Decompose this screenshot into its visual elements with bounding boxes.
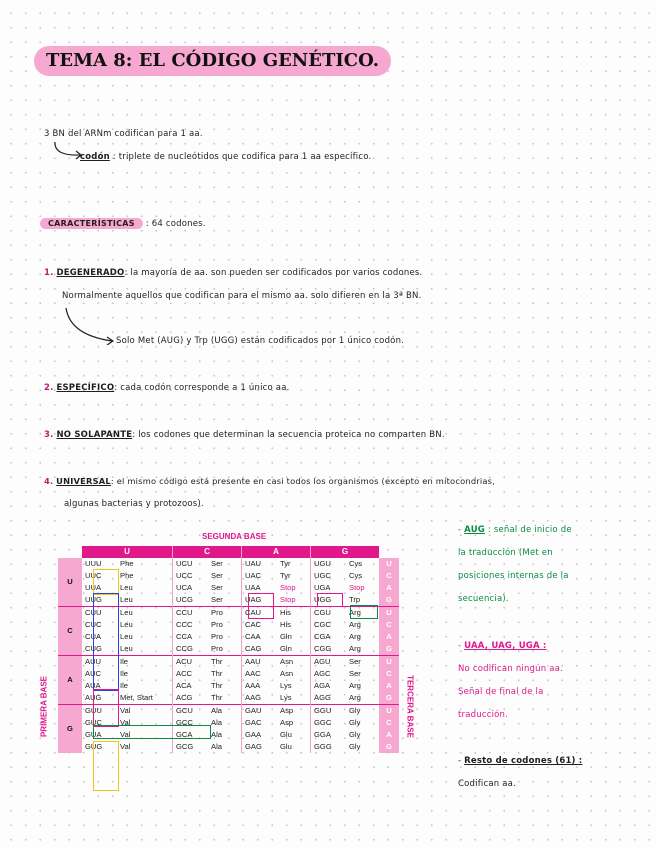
amino-acid-cell: Asn <box>277 656 311 669</box>
codon-cell: UAG <box>242 594 278 607</box>
aug-note <box>458 519 572 611</box>
item-term: DEGENERADO <box>56 268 125 278</box>
amino-acid-cell: Ile <box>120 669 129 678</box>
item-especifico <box>44 383 290 393</box>
amino-acid-cell: Thr <box>211 681 223 690</box>
amino-acid-cell: Arg <box>346 607 379 620</box>
second-base-g: G <box>311 546 380 558</box>
codon-cell: CAU <box>242 607 278 620</box>
codon-cell: CCC <box>173 619 209 631</box>
codon-cell: CGU <box>311 607 347 620</box>
codon-cell: AUU <box>82 656 117 669</box>
table-row <box>58 594 399 607</box>
codon-grid <box>58 546 399 753</box>
amino-acid-cell: Gly <box>346 705 379 718</box>
item-degenerado-line3: Solo Met (AUG) y Trp (UGG) están codificados por 1 único codón. <box>116 336 405 346</box>
codon-cell: AGA <box>311 680 347 692</box>
codon-cell: CUG <box>85 644 102 653</box>
table-row <box>58 570 399 582</box>
codon-cell: CGG <box>311 643 347 656</box>
table-row <box>58 692 399 705</box>
codon-cell: GGU <box>311 705 347 718</box>
third-base-cell: U <box>379 656 399 669</box>
codon-cell: GCA <box>173 729 209 741</box>
amino-acid-cell: Trp <box>349 595 361 604</box>
table-row <box>58 705 399 718</box>
amino-acid-cell: Ser <box>211 583 223 592</box>
amino-acid-cell: Ser <box>211 595 223 604</box>
codon-cell: CUA <box>85 632 102 641</box>
item-term: UNIVERSAL <box>56 476 111 486</box>
rest-note-line: - Resto de codones (61) : <box>458 756 583 766</box>
amino-acid-cell: Arg <box>349 632 361 641</box>
item-number: 3. <box>44 430 54 440</box>
amino-acid-cell: Arg <box>349 693 361 702</box>
amino-acid-cell: Leu <box>120 644 133 653</box>
amino-acid-cell: Met, Start <box>120 693 153 702</box>
codon-cell: GGC <box>311 717 347 729</box>
stop-note-line: Señal de final de la <box>458 687 544 697</box>
rest-note-line: Codifican aa. <box>458 779 516 789</box>
third-base-cell: C <box>379 717 399 729</box>
table-row <box>58 607 399 620</box>
table-row <box>58 668 399 680</box>
amino-acid-cell: Ala <box>208 705 242 718</box>
amino-acid-cell: Ala <box>211 742 222 751</box>
characteristics-sep: : <box>145 219 149 229</box>
item-term: NO SOLAPANTE <box>56 430 133 440</box>
third-base-cell: C <box>379 668 399 680</box>
table-row <box>58 656 399 669</box>
amino-acid-cell: Stop <box>280 595 296 604</box>
amino-acid-cell: Cys <box>349 571 363 580</box>
codon-cell: AUG <box>85 693 102 702</box>
amino-acid-cell: Leu <box>117 607 173 620</box>
item-text: : el mismo código está presente en casi todos los organismos (excepto en mitocondrias, <box>110 476 496 486</box>
stop-note-line: - UAA, UAG, UGA : <box>458 641 547 651</box>
amino-acid-cell: Tyr <box>280 559 291 568</box>
third-base-cell: G <box>379 643 399 656</box>
amino-acid-cell: Thr <box>211 669 223 678</box>
amino-acid-cell: Leu <box>120 595 133 604</box>
stop-note-line: traducción. <box>458 710 509 720</box>
codon-cell: UGC <box>311 570 347 582</box>
table-row <box>58 717 399 729</box>
amino-acid-cell: Glu <box>280 730 292 739</box>
codon-cell: GGG <box>311 741 347 753</box>
item-degenerado <box>44 268 422 278</box>
codon-cell: CGC <box>311 619 347 631</box>
codon-cell: GCU <box>173 705 209 718</box>
amino-acid-cell: Tyr <box>280 571 291 580</box>
codon-cell: UGA <box>311 582 347 594</box>
amino-acid-cell: Val <box>120 742 131 751</box>
amino-acid-cell: Arg <box>349 644 361 653</box>
third-base-cell: G <box>379 741 399 753</box>
codon-cell: UGU <box>311 558 347 570</box>
item-term: ESPECÍFICO <box>56 383 115 393</box>
codon-cell: ACG <box>173 692 209 705</box>
amino-acid-cell: Stop <box>349 583 365 592</box>
aug-note-line: - AUG : señal de inicio de <box>458 525 572 535</box>
amino-acid-cell: Gln <box>280 632 292 641</box>
item-degenerado-line2: Normalmente aquellos que codifican para el mismo aa. solo difieren en la 3ª BN. <box>62 291 422 301</box>
codon-cell: GGA <box>311 729 347 741</box>
amino-acid-cell: Leu <box>120 583 133 592</box>
amino-acid-cell: Phe <box>120 571 134 580</box>
third-base-cell: A <box>379 729 399 741</box>
third-base-cell: G <box>379 594 399 607</box>
amino-acid-cell: Cys <box>349 559 363 568</box>
codon-cell: ACU <box>173 656 209 669</box>
codon-cell: GUC <box>85 718 102 727</box>
amino-acid-cell: Val <box>120 718 131 727</box>
codon-cell: AAC <box>242 668 278 680</box>
codon-cell: AGU <box>311 656 347 669</box>
aug-note-line: secuencia). <box>458 594 509 604</box>
codon-cell: CAG <box>242 643 278 656</box>
amino-acid-cell: Pro <box>208 607 242 620</box>
codon-cell: AUA <box>85 681 101 690</box>
codon-cell: UUA <box>85 583 102 592</box>
third-base-cell: U <box>379 705 399 718</box>
codon-table <box>34 526 418 816</box>
amino-acid-cell: Pro <box>211 620 223 629</box>
codon-cell: CUU <box>82 607 117 620</box>
second-base-a: A <box>242 546 311 558</box>
item-no-solapante <box>44 430 445 440</box>
codon-cell: UUG <box>85 595 102 604</box>
codon-cell: AGG <box>311 692 347 705</box>
amino-acid-cell: His <box>277 607 311 620</box>
characteristics-count: 64 codones. <box>151 219 206 229</box>
first-base-cell: U <box>58 558 82 607</box>
amino-acid-cell: Asp <box>280 718 294 727</box>
table-row <box>58 619 399 631</box>
stop-note-line: No codifican ningún aa. <box>458 664 563 674</box>
codon-cell: AAA <box>242 680 278 692</box>
third-base-cell: A <box>379 631 399 643</box>
arrow-icon <box>62 305 118 345</box>
codon-definition <box>80 152 371 162</box>
codon-cell: AUC <box>85 669 102 678</box>
amino-acid-cell: Lys <box>280 681 292 690</box>
table-row <box>58 582 399 594</box>
codon-cell: ACA <box>173 680 209 692</box>
first-base-cell: C <box>58 607 82 656</box>
codon-cell: ACC <box>173 668 209 680</box>
codon-cell: GCG <box>173 741 209 753</box>
third-base-cell: U <box>379 558 399 570</box>
codon-cell: GAA <box>242 729 278 741</box>
amino-acid-cell: Stop <box>280 583 296 592</box>
amino-acid-cell: Pro <box>211 644 223 653</box>
third-base-label: TERCERA BASE <box>405 675 415 738</box>
amino-acid-cell: Asp <box>277 705 311 718</box>
codon-cell: UCU <box>173 558 209 570</box>
codon-cell: UCA <box>173 582 209 594</box>
amino-acid-cell: Arg <box>349 620 361 629</box>
third-base-cell: G <box>379 692 399 705</box>
stop-term: UAA, UAG, UGA : <box>464 641 547 651</box>
third-base-cell: U <box>379 607 399 620</box>
intro-line: 3 BN del ARNm codifican para 1 aa. <box>44 129 203 139</box>
amino-acid-cell: Gly <box>349 718 361 727</box>
codon-cell: GUG <box>85 742 103 751</box>
amino-acid-cell: Ile <box>120 681 129 690</box>
amino-acid-cell: Leu <box>120 632 133 641</box>
codon-cell: CAA <box>242 631 278 643</box>
item-number: 1. <box>44 268 54 278</box>
amino-acid-cell: Ser <box>346 656 379 669</box>
amino-acid-cell: Ile <box>117 656 173 669</box>
codon-cell: UUU <box>85 559 102 568</box>
second-base-u: U <box>82 546 173 558</box>
first-base-label: PRIMERA BASE <box>39 675 49 738</box>
codon-cell: GAG <box>242 741 278 753</box>
amino-acid-cell: Gly <box>349 742 361 751</box>
amino-acid-cell: Thr <box>208 656 242 669</box>
first-base-cell: A <box>58 656 82 705</box>
stop-note <box>458 635 563 727</box>
characteristics-row <box>40 219 206 229</box>
codon-cell: UAU <box>242 558 278 570</box>
table-row <box>58 558 399 570</box>
amino-acid-cell: Ser <box>349 669 361 678</box>
amino-acid-cell: Pro <box>211 632 223 641</box>
aug-note-line: la traducción (Met en <box>458 548 553 558</box>
amino-acid-cell: His <box>280 620 291 629</box>
second-base-label: SEGUNDA BASE <box>202 532 267 541</box>
table-row <box>58 631 399 643</box>
codon-cell: AAU <box>242 656 278 669</box>
second-base-c: C <box>173 546 242 558</box>
item-text: : cada codón corresponde a 1 único aa. <box>114 383 290 393</box>
aug-note-line: posiciones internas de la <box>458 571 569 581</box>
amino-acid-cell: Glu <box>280 742 292 751</box>
item-text: : la mayoría de aa. son pueden ser codificados por varios codones. <box>124 268 423 278</box>
table-row <box>58 680 399 692</box>
table-row <box>58 729 399 741</box>
first-base-cell: G <box>58 705 82 754</box>
codon-cell: CUC <box>85 620 102 629</box>
codon-cell: UGG <box>311 594 347 607</box>
third-base-cell: C <box>379 570 399 582</box>
aug-text: : señal de inicio de <box>487 525 572 535</box>
codon-cell: AAG <box>242 692 278 705</box>
table-row <box>58 643 399 656</box>
codon-cell: CCU <box>173 607 209 620</box>
third-base-cell: C <box>379 619 399 631</box>
page-title: TEMA 8: EL CÓDIGO GENÉTICO. <box>34 46 391 76</box>
codon-cell: CCG <box>173 643 209 656</box>
amino-acid-cell: Lys <box>280 693 292 702</box>
third-base-cell: A <box>379 680 399 692</box>
codon-cell: CGA <box>311 631 347 643</box>
amino-acid-cell: Ala <box>211 730 222 739</box>
codon-cell: UAA <box>242 582 278 594</box>
amino-acid-cell: Leu <box>120 620 133 629</box>
codon-cell: AGC <box>311 668 347 680</box>
amino-acid-cell: Gly <box>349 730 361 739</box>
item-universal-line2: algunas bacterias y protozoos). <box>64 499 204 509</box>
codon-cell: CAC <box>242 619 278 631</box>
aug-term: AUG <box>464 525 485 535</box>
codon-cell: GCC <box>173 717 209 729</box>
codon-def-text: : triplete de nucleótidos que codifica para 1 aa específico. <box>112 152 372 162</box>
codon-cell: UCC <box>173 570 209 582</box>
amino-acid-cell: Gln <box>280 644 292 653</box>
rest-term: Resto de codones (61) : <box>464 756 583 766</box>
codon-cell: UAC <box>242 570 278 582</box>
amino-acid-cell: Val <box>117 705 173 718</box>
amino-acid-cell: Ser <box>211 559 223 568</box>
amino-acid-cell: Ser <box>211 571 223 580</box>
codon-term: codón <box>80 152 110 162</box>
codon-cell: UCG <box>173 594 209 607</box>
codon-cell: UUC <box>85 571 102 580</box>
amino-acid-cell: Ala <box>211 718 222 727</box>
item-universal <box>44 476 495 486</box>
codon-cell: GUA <box>85 730 102 739</box>
codon-cell: CCA <box>173 631 209 643</box>
item-number: 2. <box>44 383 54 393</box>
item-text: : los codones que determinan la secuencia proteica no comparten BN. <box>132 430 445 440</box>
rest-note <box>458 750 582 796</box>
third-base-cell: A <box>379 582 399 594</box>
table-row <box>58 741 399 753</box>
characteristics-label: CARACTERÍSTICAS <box>40 218 143 229</box>
codon-cell: GAU <box>242 705 278 718</box>
codon-cell: GUU <box>82 705 117 718</box>
codon-cell: GAC <box>242 717 278 729</box>
amino-acid-cell: Arg <box>349 681 361 690</box>
item-number: 4. <box>44 476 54 486</box>
amino-acid-cell: Phe <box>120 559 134 568</box>
amino-acid-cell: Thr <box>211 693 223 702</box>
amino-acid-cell: Val <box>120 730 131 739</box>
header-row <box>58 546 399 558</box>
amino-acid-cell: Asn <box>280 669 294 678</box>
